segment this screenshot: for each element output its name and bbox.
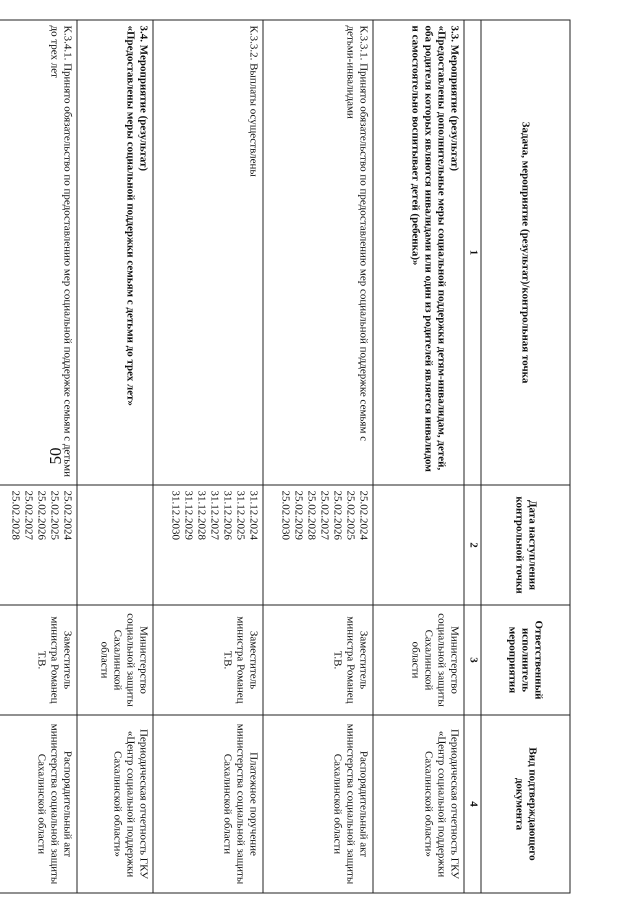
dates-cell [373, 485, 464, 605]
table-row [77, 20, 153, 893]
header-responsible: Ответственный исполнитель мероприятия [481, 605, 570, 715]
dates-cell [263, 485, 373, 605]
task-cell [373, 20, 464, 485]
date-value: 31.12.2024 [247, 490, 259, 540]
date-value: 25.02.2025 [344, 490, 356, 540]
column-number: 1 [464, 20, 481, 485]
task-cell [77, 20, 153, 485]
date-value: 25.02.2024 [61, 490, 73, 540]
date-value: 25.02.2025 [48, 490, 60, 540]
dates-cell [77, 485, 153, 605]
date-value: 31.12.2026 [221, 490, 233, 540]
date-value: 25.02.2027 [22, 490, 34, 540]
column-number: 4 [464, 715, 481, 893]
document-cell: Распорядительный акт министерства социальной защиты Сахалинской области [263, 715, 373, 893]
date-value: 31.12.2025 [234, 490, 246, 540]
rotated-table-page [9, 20, 570, 893]
dates-cell [0, 485, 77, 605]
responsible-cell: Министерство социальной защиты Сахалинской области [77, 605, 153, 715]
date-value: 25.02.2028 [9, 490, 21, 540]
table-row [153, 20, 263, 893]
date-value: 31.12.2029 [182, 490, 194, 540]
responsible-cell: Заместитель министра Романец Т.В. [263, 605, 373, 715]
task-cell: К.3.3.1. Принято обязательство по предоставлению мер социальной поддержке семьям с детьми-инвалидами [263, 20, 373, 485]
responsible-cell: Министерство социальной защиты Сахалинской области [373, 605, 464, 715]
date-value: 31.12.2027 [208, 490, 220, 540]
task-title-line1: 3.3. Мероприятие (результат) [448, 25, 460, 172]
column-number: 2 [464, 485, 481, 605]
table-row [263, 20, 373, 893]
date-value: 25.02.2029 [292, 490, 304, 540]
date-value: 25.02.2030 [279, 490, 291, 540]
date-value: 25.02.2027 [318, 490, 330, 540]
task-cell: К.3.3.2. Выплаты осуществлены [153, 20, 263, 485]
date-value: 25.02.2028 [305, 490, 317, 540]
document-cell: Платежное поручение министерства социальной защиты Сахалинской области [153, 715, 263, 893]
page-number: 50 [46, 447, 65, 465]
responsible-cell: Заместитель министра Романец Т.В. [0, 605, 77, 715]
table-row [0, 20, 77, 893]
task-title-line1: 3.4. Мероприятие (результат) [137, 25, 149, 172]
date-value: 25.02.2026 [35, 490, 47, 540]
header-document: Вид подтверждающего документа [481, 715, 570, 893]
date-value: 25.02.2024 [357, 490, 369, 540]
date-value: 31.12.2028 [195, 490, 207, 540]
date-value: 25.02.2026 [331, 490, 343, 540]
task-title-rest: «Предоставлены дополнительные меры социальной поддержки детям-инвалидам, детей, оба родителя которых являются инвалидами или один из родителей является инвалидом и самостоятельно воспитывает детей (ребенка)» [409, 25, 447, 472]
column-number-row [464, 20, 481, 893]
document-cell: Периодическая отчетность ГКУ «Центр социальной поддержки Сахалинской области» [77, 715, 153, 893]
table-header-row [481, 20, 570, 893]
column-number: 3 [464, 605, 481, 715]
responsible-cell: Заместитель министра Романец Т.В. [153, 605, 263, 715]
document-cell: Распорядительный акт министерства социальной защиты Сахалинской области [0, 715, 77, 893]
document-cell: Периодическая отчетность ГКУ «Центр социальной поддержки Сахалинской области» [373, 715, 464, 893]
task-cell: К.3.4.1. Принято обязательство по предоставлению мер социальной поддержке семьям с детьми до трех лет [0, 20, 77, 485]
dates-cell [153, 485, 263, 605]
header-date: Дата наступления контрольной точки [481, 485, 570, 605]
table-row [373, 20, 464, 893]
task-title-rest: «Предоставлены меры социальной поддержки семьям с детьми до трех лет» [124, 25, 136, 406]
header-task: Задача, мероприятие (результат)/контрольная точка [481, 20, 570, 485]
control-points-table [0, 20, 570, 894]
date-value: 31.12.2030 [169, 490, 181, 540]
